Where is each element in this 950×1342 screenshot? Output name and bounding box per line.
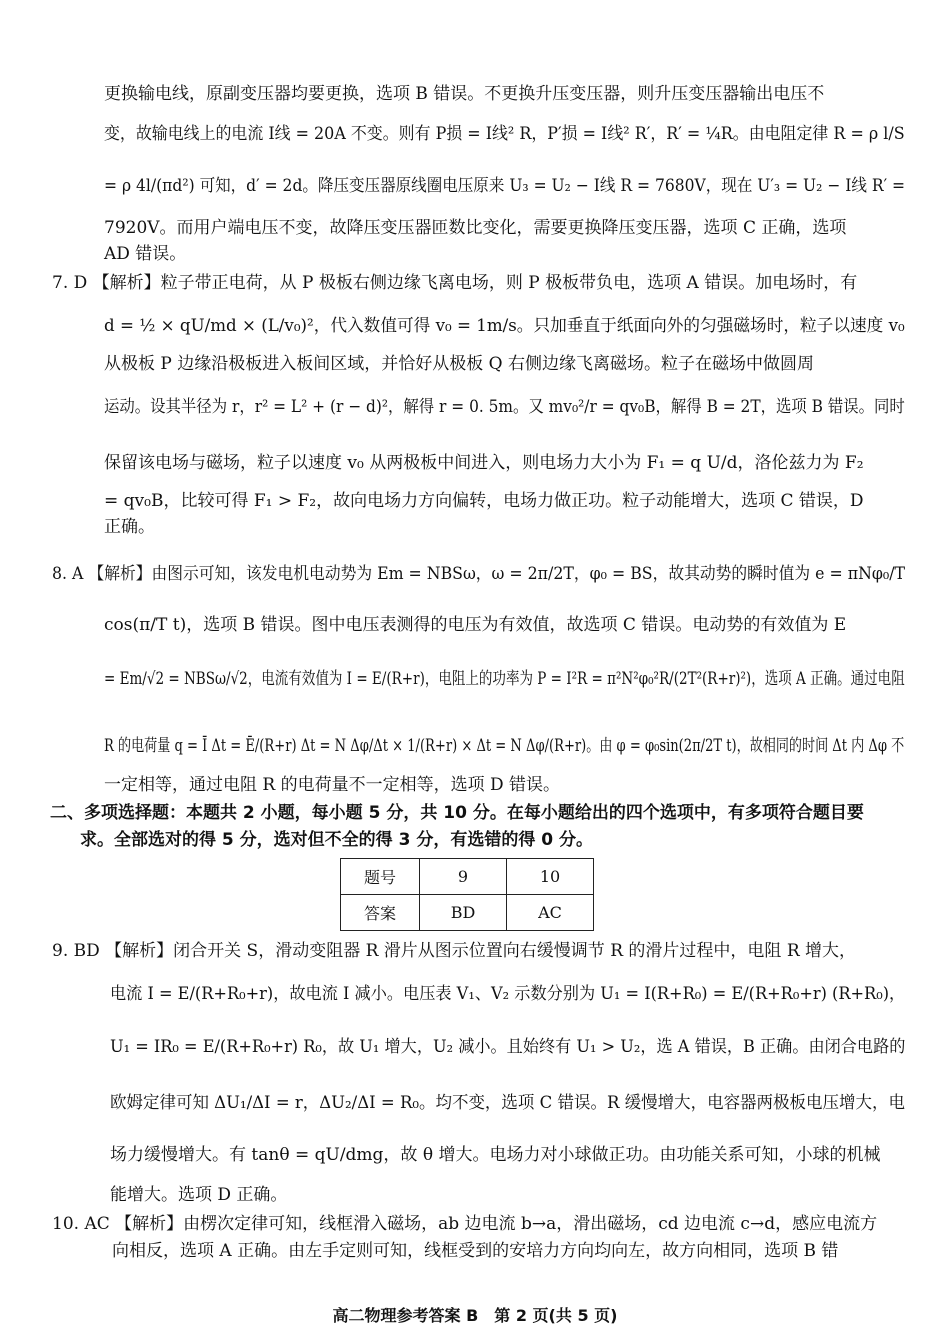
answer-item-10: 10. AC 【解析】由楞次定律可知，线框滑入磁场，ab 边电流 b→a，滑出磁场，cd 边电流 c→d，感应电流方 <box>52 1214 878 1234</box>
answer-item-8: 8. A 【解析】由图示可知，该发电机电动势为 Em = NBSω，ω = 2π/2T，φ₀ = BS，故其动势的瞬时值为 e = πNφ₀/T <box>52 564 906 584</box>
text-line: 电流 I = E/(R+R₀+r)，故电流 I 减小。电压表 V₁、V₂ 示数分别为 U₁ = I(R+R₀) = E/(R+R₀+r) (R+R₀)， <box>110 984 906 1004</box>
text-line: 一定相等，通过电阻 R 的电荷量不一定相等，选项 D 错误。 <box>104 775 561 795</box>
text-line: d = ½ × qU/md × (L/v₀)²，代入数值可得 v₀ = 1m/s。只加垂直于纸面向外的匀强磁场时，粒子以速度 v₀ <box>104 316 905 336</box>
answer-item-9: 9. BD 【解析】闭合开关 S，滑动变阻器 R 滑片从图示位置向右缓慢调节 R 的滑片过程中，电阻 R 增大， <box>52 941 857 961</box>
text-line: = qv₀B，比较可得 F₁ > F₂，故向电场力方向偏转，电场力做正功。粒子动能增大，选项 C 错误，D <box>104 491 864 511</box>
table-row <box>341 859 594 895</box>
table-cell: 9 <box>420 859 507 895</box>
table-row <box>341 895 594 931</box>
text-line: 更换输电线，原副变压器均要更换，选项 B 错误。不更换升压变压器，则升压变压器输出电压不 <box>104 84 825 104</box>
text-line: 运动。设其半径为 r，r² = L² + (r − d)²，解得 r = 0. 5m。又 mv₀²/r = qv₀B，解得 B = 2T，选项 B 错误。同时 <box>104 397 905 417</box>
text-line: R 的电荷量 q = Ī Δt = Ē/(R+r) Δt = N Δφ/Δt × 1/(R+r) × Δt = N Δφ/(R+r)。由 φ = φ₀sin(2π/2T t)，故相同的时间 Δt 内 Δφ 不 <box>104 736 905 756</box>
section-heading: 求。全部选对的得 5 分，选对但不全的得 3 分，有选错的得 0 分。 <box>80 830 593 850</box>
text-line: AD 错误。 <box>104 244 187 264</box>
text-line: 从极板 P 边缘沿极板进入板间区域，并恰好从极板 Q 右侧边缘飞离磁场。粒子在磁场中做圆周 <box>104 354 814 374</box>
section-heading: 二、多项选择题：本题共 2 小题，每小题 5 分，共 10 分。在每小题给出的四个选项中，有多项符合题目要 <box>50 803 864 823</box>
table-cell: BD <box>420 895 507 931</box>
text-line: 能增大。选项 D 正确。 <box>110 1185 288 1205</box>
table-cell: 题号 <box>341 859 420 895</box>
table-cell: 10 <box>507 859 594 895</box>
text-line: 7920V。而用户端电压不变，故降压变压器匝数比变化，需要更换降压变压器，选项 C 正确，选项 <box>104 218 847 238</box>
page-footer: 高二物理参考答案 B 第 2 页(共 5 页) <box>332 1306 618 1325</box>
text-line: 场力缓慢增大。有 tanθ = qU/dmg，故 θ 增大。电场力对小球做正功。由功能关系可知，小球的机械 <box>110 1145 881 1165</box>
answer-item-7: 7. D 【解析】粒子带正电荷，从 P 极板右侧边缘飞离电场，则 P 极板带负电，选项 A 错误。加电场时，有 <box>52 273 858 293</box>
text-line: 正确。 <box>104 517 155 537</box>
text-line: = ρ 4l/(πd²) 可知，d′ = 2d。降压变压器原线圈电压原来 U₃ = U₂ − I线 R = 7680V，现在 U′₃ = U₂ − I线 R′ = <box>104 176 906 196</box>
answer-table <box>340 858 594 931</box>
text-line: 欧姆定律可知 ΔU₁/ΔI = r，ΔU₂/ΔI = R₀。均不变，选项 C 错误。R 缓慢增大，电容器两极板电压增大，电 <box>110 1093 905 1113</box>
text-line: 向相反，选项 A 正确。由左手定则可知，线框受到的安培力方向均向左，故方向相同，选项 B 错 <box>112 1241 839 1261</box>
text-line: 变，故输电线上的电流 I线 = 20A 不变。则有 P损 = I线² R，P′损 = I线² R′，R′ = ¼R。由电阻定律 R = ρ l/S <box>104 124 905 144</box>
text-line: U₁ = IR₀ = E/(R+R₀+r) R₀，故 U₁ 增大，U₂ 减小。且始终有 U₁ > U₂，选 A 错误，B 正确。由闭合电路的 <box>110 1037 906 1057</box>
table-cell: 答案 <box>341 895 420 931</box>
text-line: = Em/√2 = NBSω/√2，电流有效值为 I = E/(R+r)，电阻上的功率为 P = I²R = π²N²φ₀²R/(2T²(R+r)²)，选项 A 正确。通过电阻 <box>104 669 905 689</box>
table-cell: AC <box>507 895 594 931</box>
text-line: 保留该电场与磁场，粒子以速度 v₀ 从两极板中间进入，则电场力大小为 F₁ = q U/d，洛伦兹力为 F₂ <box>104 453 864 473</box>
text-line: cos(π/T t)，选项 B 错误。图中电压表测得的电压为有效值，故选项 C 错误。电动势的有效值为 E <box>104 615 847 635</box>
